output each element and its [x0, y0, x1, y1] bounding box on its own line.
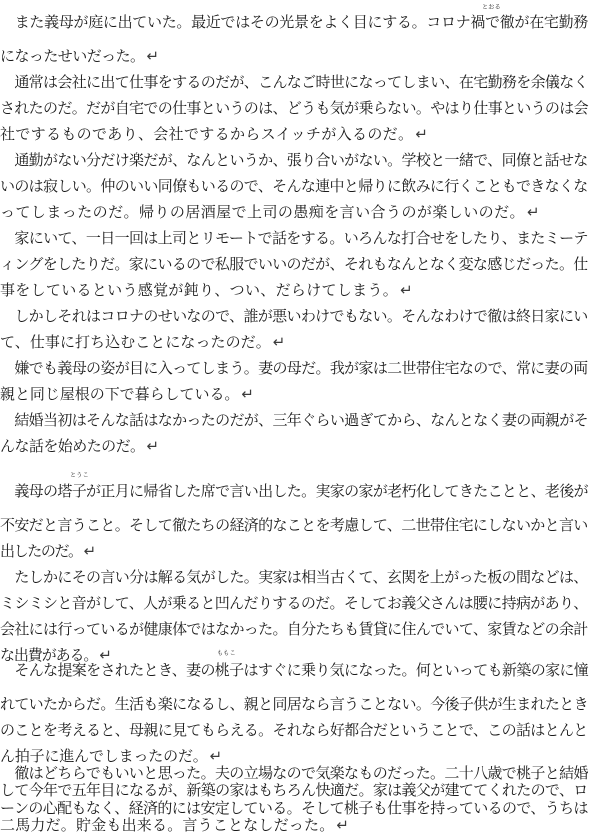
- paragraph-return-mark: ↵: [526, 203, 540, 221]
- paragraph-return-mark: ↵: [272, 333, 286, 351]
- line-text: いのは寂しい。仲のいい同僚もいるので、そんな連中と帰りに飲みに行くこともできなくな: [0, 177, 588, 195]
- line-text: のことを考えると、母親に見てもらえる。それなら好都合だということで、この話はとんと: [0, 721, 588, 739]
- line-text: 会社には行っているが健康体ではなかった。自分たちも賃貸に住んでいて、家賃などの余計: [0, 620, 588, 638]
- line-text: れていたからだ。生活も楽になるし、親と同居なら言うことない。今後子供が生まれたとき: [0, 695, 588, 713]
- paragraph-return-mark: ↵: [146, 437, 159, 455]
- line-text: されたのだ。だが自宅での仕事というのは、どうも気が乗らない。やはり仕事というのは会: [0, 99, 588, 117]
- line-text: して今年で五年目になるが、新築の家はもちろん快適だ。家は義父が建ててくれたので、ロ: [0, 781, 588, 799]
- ruby-reading: とうこ: [70, 472, 89, 479]
- paragraph-return-mark: ↵: [83, 542, 95, 560]
- line-text: 二馬力だ。貯金も出来る。言うことなしだった。: [0, 816, 335, 834]
- line-text: 親と同じ屋根の下で暮らしている。: [0, 385, 240, 403]
- line-text: また義母が庭に出ていた。最近ではその光景をよく目にする。コロナ禍で徹が在宅勤務: [0, 13, 589, 31]
- line-text: 通常は会社に出て仕事をするのだが、こんなご時世になってしまい、在宅勤務を余儀なく: [0, 73, 588, 91]
- line-text: 出したのだ。: [0, 542, 82, 560]
- line-text: ィングをしたりだ。家にいるので私服でいいのだが、それもなんとなく変な感じだった。仕: [0, 255, 588, 273]
- paragraph-return-mark: ↵: [99, 646, 111, 664]
- line-text: そんな提案をされたとき、妻の桃子はすぐに乗り気になった。何といっても新築の家に憧: [0, 661, 589, 679]
- line-text: て、仕事に打ち込むことになったのだ。: [0, 333, 271, 351]
- line-text: 不安だと言うこと。そして徹たちの経済的なことを考慮して、二世帯住宅にしないかと言い: [0, 516, 588, 534]
- line-text: 嫌でも義母の姿が目に入ってしまう。妻の母だ。我が家は二世帯住宅なので、常に妻の両: [0, 359, 588, 377]
- line-text: になったせいだった。: [0, 47, 145, 65]
- ruby-reading: ももこ: [217, 650, 236, 657]
- paragraph-return-mark: ↵: [241, 385, 254, 403]
- paragraph-return-mark: ↵: [146, 47, 159, 65]
- text-line: [0, 810, 604, 840]
- line-text: たしかにその言い分は解る気がした。実家は相当古くて、玄関を上がった板の間などは、: [0, 568, 588, 586]
- line-text: 徹はどちらでもいいと思った。夫の立場なので気楽なものだった。二十八歳で桃子と結婚: [0, 764, 588, 782]
- line-text: ーンの心配もなく、経済的には安定している。そして桃子も仕事を持っているので、うちは: [0, 799, 588, 817]
- line-text: ってしまったのだ。帰りの居酒屋で上司の愚痴を言い合うのが楽しいのだ。: [0, 203, 525, 221]
- paragraph-return-mark: ↵: [209, 747, 223, 765]
- ruby-reading: とおる: [482, 4, 501, 11]
- text-line: [0, 655, 604, 685]
- line-text: 義母の塔子が正月に帰省した席で言い出した。実家の家が老朽化してきたことと、老後が: [0, 482, 588, 500]
- line-text: 事をしているという感覚が鈍り、つい、だらけてしまう。: [0, 281, 399, 299]
- line-text: 家にいて、一日一回は上司とリモートで話をする。いろんな打合せをしたり、またミーテ: [0, 229, 588, 247]
- line-text: しかしそれはコロナのせいなので、誰が悪いわけでもない。そんなわけで徹は終日家にい: [0, 307, 588, 325]
- paragraph-return-mark: ↵: [400, 281, 413, 299]
- line-text: 通勤がない分だけ楽だが、なんというか、張り合いがない。学校と一緒で、同僚と話せな: [0, 151, 588, 169]
- line-text: んな話を始めたのだ。: [0, 437, 145, 455]
- text-line: [0, 476, 604, 506]
- line-text: ん拍子に進んでしまったのだ。: [0, 747, 208, 765]
- text-line: [0, 431, 604, 461]
- line-text: 結婚当初はそんな話はなかったのだが、三年ぐらい過ぎてから、なんとなく妻の両親がそ: [0, 411, 588, 429]
- line-text: な出費がある。: [0, 646, 98, 664]
- paragraph-return-mark: ↵: [336, 816, 350, 834]
- line-text: 社でするものであり、会社でするからスイッチが入るのだ。: [0, 125, 414, 143]
- paragraph-return-mark: ↵: [415, 125, 429, 143]
- text-line: [0, 7, 604, 37]
- line-text: ミシミシと音がして、人が乗ると凹んだりするのだ。そしてお義父さんは腰に持病があり、: [0, 594, 588, 612]
